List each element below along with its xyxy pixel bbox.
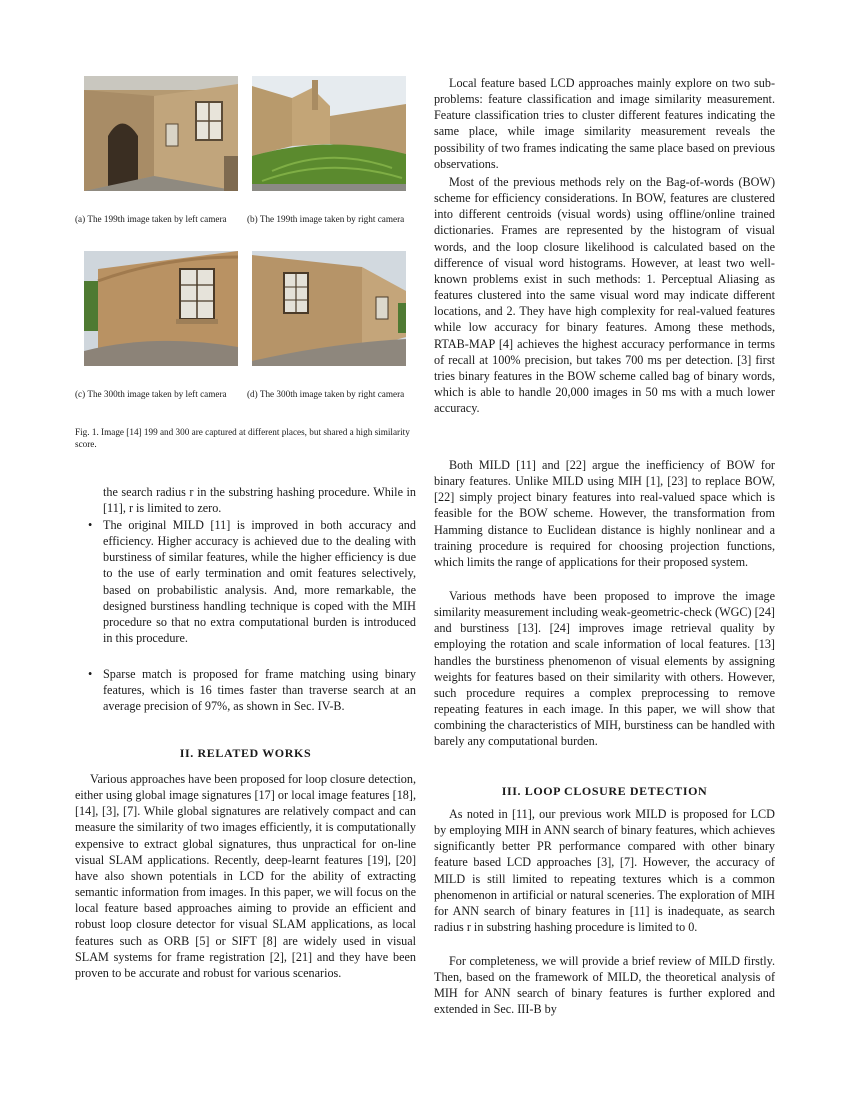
paragraph-completeness: For completeness, we will provide a brief review of MILD firstly. Then, based on the framework of MILD, the theoretical analysis of MIH for ANN search of binary features is further explored and extended in Sec. III-B by [434,954,775,1017]
photo-300-right [252,251,406,366]
bullet-continued-text: the search radius r in the substring hashing procedure. While in [11], r is limited to zero. [103,485,416,516]
photo-300-left [84,251,238,366]
paragraph-similarity: Various methods have been proposed to improve the image similarity measurement including weak-geometric-check (WGC) [24] and burstiness [13]. [24] improves image retrieval quality by employing the rotation and scale information of local features. [13] handles the burstiness phenomenon of visual elements by assigning weights for features based on their similarity with others. However, such procedure requires a complex preprocessing to remove repeating features in each image. In this paper, we will show that combining the characteristics of MIH, burstiness can be handled with barely any computational burden. [434,589,775,749]
bullet-text: The original MILD [11] is improved in both accuracy and efficiency. Higher accuracy is achieved due to the dealing with burstiness of similar features, while the higher efficiency is due to the use of early termination and omit features selectively, based on probabilistic analysis. And, more remarkable, the designed burstiness handling technique is coped with the MIH procedure so that no extra computational burden is introduced in this procedure. [103,518,416,646]
section-heading-related-works: II. RELATED WORKS [179,746,312,760]
bullet-symbol: • [88,667,93,681]
bullet-continued [103,484,416,516]
subcaption-d: (d) The 300th image taken by right camera [247,389,405,399]
paragraph-bow: Most of the previous methods rely on the Bag-of-words (BOW) scheme for efficiency considerations. In BOW, features are clustered into different centroids (visual words) using offline/online trained dictionaries. Frames are represented by the histogram of visual words, and the loop closure likelihood is calculated based on the difference of visual word histograms. However, at least two well-known problems exist in such methods: 1. Perceptual Aliasing as features clustered into the same visual word may indicate different locations, and 2. They have high complexity for real-valued features while low accuracy for binary features. Among these methods, RTAB-MAP [4] achieves the highest accuracy performance in terms of recall at 100% precision, but takes 700 ms per detection. [3] first tries binary features in the BOW scheme called bag of binary words, which is able to handle 20,000 images in 50 ms with a much lower accuracy. [434,175,775,416]
subcaption-c: (c) The 300th image taken by left camera [75,389,227,399]
subcaption-b: (b) The 199th image taken by right camera [247,214,405,224]
paragraph-local-feature: Local feature based LCD approaches mainly explore on two sub-problems: feature classification and image similarity measurement. Feature classification tries to cluster different features indicating the same place, while image similarity measurement reveals the possibility of two frames indicating the same place based on previous observations. [434,76,775,171]
bullet-item-mild [88,517,416,646]
paragraph-mild-bow: Both MILD [11] and [22] argue the inefficiency of BOW for binary features. Unlike MILD using MIH [1], [23] to replace BOW, [22] simply project binary features into real-valued space which is feasible for the BOW scheme. However, the transformation from Hamming distance to Euclidean distance is highly nonlinear and a training procedure is required for choosing projection functions, which limits the range of applications for their proposed system. [434,458,775,569]
figure-caption: Fig. 1. Image [14] 199 and 300 are captured at different places, but shared a high similarity score. [75,427,410,449]
photo-199-left [84,76,238,191]
bullet-text: Sparse match is proposed for frame matching using binary features, which is 16 times faster than traverse search at an average precision of 97%, as shown in Sec. IV-B. [103,667,416,714]
bullet-item-sparse-match [88,666,416,714]
paragraph-related-works: Various approaches have been proposed for loop closure detection, either using global image signatures [17] or local image features [18], [14], [3], [7]. While global signatures are relatively compact and can measure the similarity of two images efficiently, it is computationally expensive to extract global signatures, thus unpractical for on-line visual SLAM applications. Recently, deep-learnt features [19], [20] have also shown potentials in LCD for the ability of extracting semantic information from images. In this paper, we will focus on the local feature based approaches aiming to provide an efficient and robust loop closure detector for visual SLAM applications, as local features such as ORB [5] or SIFT [8] are widely used in visual SLAM systems for frame registration [2], [21] and they have been proven to be accurate and robust for various scenarios. [75,772,416,980]
paragraph-mild-review: As noted in [11], our previous work MILD is proposed for LCD by employing MIH in ANN search of binary features, which achieves significantly better PR performance compared with other binary feature based LCD approaches [3], [7]. However, the accuracy of MILD is still limited to repeating textures which is a common phenomenon in artificial or natural sceneries. The exploration of MIH for ANN search of binary features in [11] is inadequate, as search radius r in substring hashing procedure is limited to 0. [434,807,775,935]
photo-199-right [252,76,406,191]
bullet-symbol: • [88,518,93,532]
subcaption-a: (a) The 199th image taken by left camera [75,214,227,224]
section-heading-loop-closure: III. LOOP CLOSURE DETECTION [501,784,708,798]
